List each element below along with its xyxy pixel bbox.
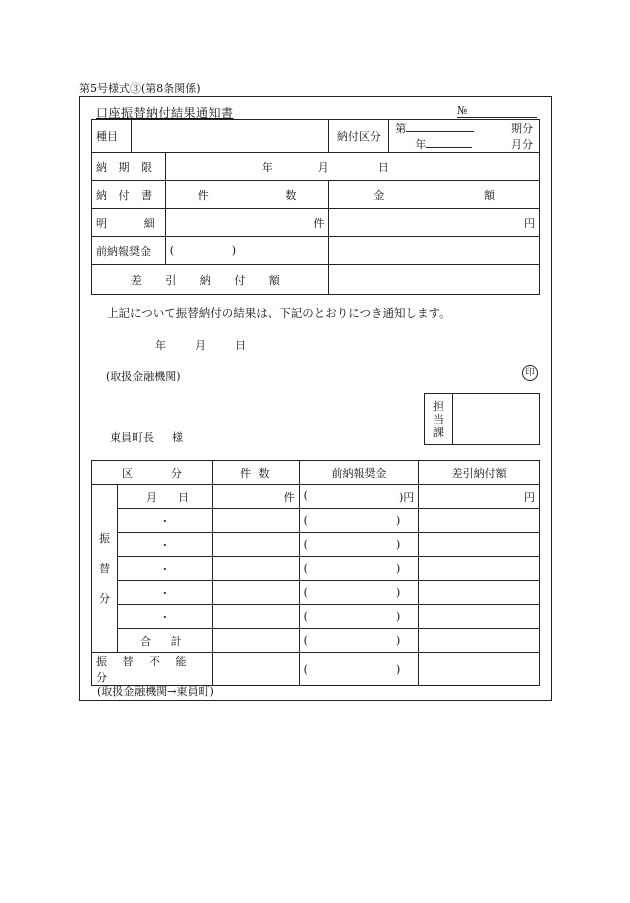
noukigen-year: 年 [261, 160, 273, 174]
meisai-yen-value[interactable]: 円 [329, 209, 540, 237]
notice-date [155, 337, 246, 353]
row-zennou[interactable]: ( ) [299, 509, 419, 533]
row-ken[interactable] [212, 509, 299, 533]
meisai-ken-value[interactable]: 件 [165, 209, 329, 237]
kubun-getsubun: 月分 [511, 138, 533, 151]
row-ken[interactable] [212, 557, 299, 581]
sashihiki-label: 差 引 納 付 額 [92, 265, 329, 295]
funou-zennou[interactable]: ( ) [299, 653, 419, 686]
suu-label: 数 [285, 188, 297, 202]
zennou-close: ) [231, 244, 237, 257]
row-sashihiki[interactable] [419, 509, 540, 533]
zennou-amount[interactable] [329, 237, 540, 265]
notice-month: 月 [195, 339, 206, 352]
goukei-sashihiki[interactable] [419, 629, 540, 653]
meisai-label: 明 細 [92, 209, 166, 237]
header-kensuu: 件 数 [212, 461, 299, 485]
zennou-label: 前納報奨金 [92, 237, 166, 265]
sashihiki-value[interactable] [329, 265, 540, 295]
summary-table [91, 119, 540, 295]
goukei-ken[interactable] [212, 629, 299, 653]
kubun-dai: 第 [395, 122, 407, 135]
noukigen-day: 日 [377, 160, 389, 174]
row-sashihiki[interactable] [419, 533, 540, 557]
notice-text: 上記について振替納付の結果は、下記のとおりにつき通知します。 [107, 306, 451, 320]
seal-icon: 印 [522, 365, 538, 381]
noukigen-label: 納 期 限 [92, 153, 166, 181]
row-ken[interactable] [212, 605, 299, 629]
row-zennou[interactable]: ( ) [299, 581, 419, 605]
row-date[interactable]: ・ [117, 509, 212, 533]
funou-sashihiki[interactable] [419, 653, 540, 686]
gaku-label: 額 [484, 188, 495, 202]
row-sashihiki[interactable] [419, 605, 540, 629]
header-kubun: 区 分 [92, 461, 213, 485]
footer-note: (取扱金融機関→東員町) [97, 685, 214, 698]
shumoku-label: 種目 [92, 120, 132, 153]
mayor-sama: 様 [172, 431, 183, 444]
row-date[interactable]: ・ [117, 605, 212, 629]
row-date[interactable]: ・ [117, 581, 212, 605]
row-sashihiki[interactable] [419, 581, 540, 605]
form-caption: 第5号様式③(第8条関係) [79, 82, 201, 95]
funou-label: 振 替 不 能 分 [92, 653, 213, 686]
kubun-kibun: 期分 [511, 122, 533, 135]
furikae-table [91, 460, 540, 686]
row-ken[interactable]: 件 [212, 485, 299, 509]
header-zennou: 前納報奨金 [299, 461, 419, 485]
tantou-box [424, 393, 540, 445]
noufu-kubun-value[interactable] [389, 120, 540, 153]
kubun-year: 年 [415, 138, 427, 151]
zennou-value[interactable] [165, 237, 329, 265]
tantou-label: 担 当 課 [425, 394, 453, 444]
ken-label: 件 [197, 188, 209, 202]
row-sashihiki[interactable]: 円 [419, 485, 540, 509]
noufu-kubun-label: 納付区分 [329, 120, 389, 153]
furikae-label: 振 替 分 [92, 485, 118, 653]
row-sashihiki[interactable] [419, 557, 540, 581]
mayor-label: 東員町長 [110, 431, 154, 444]
noukigen-value[interactable] [165, 153, 539, 181]
row-date[interactable]: ・ [117, 557, 212, 581]
row-zennou[interactable]: ( )円 [299, 485, 419, 509]
row-date[interactable]: 月 日 [117, 485, 212, 509]
noukigen-month: 月 [317, 160, 329, 174]
row-zennou[interactable]: ( ) [299, 557, 419, 581]
addressee [110, 429, 183, 445]
header-sashihiki: 差引納付額 [419, 461, 540, 485]
row-date[interactable]: ・ [117, 533, 212, 557]
notice-day: 日 [235, 339, 246, 352]
goukei-zennou[interactable]: ( ) [299, 629, 419, 653]
kin-label: 金 [373, 188, 385, 202]
number-field: № [457, 104, 537, 118]
row-zennou[interactable]: ( ) [299, 533, 419, 557]
zennou-open: ( [169, 244, 175, 257]
goukei-label: 合 計 [117, 629, 212, 653]
row-ken[interactable] [212, 581, 299, 605]
kingaku-header [329, 181, 540, 209]
kensuu-header [165, 181, 329, 209]
form-title: 口座振替納付結果通知書 [96, 106, 234, 120]
shumoku-value[interactable] [131, 120, 329, 153]
funou-ken[interactable] [212, 653, 299, 686]
row-zennou[interactable]: ( ) [299, 605, 419, 629]
noufusho-label: 納 付 書 [92, 181, 166, 209]
row-ken[interactable] [212, 533, 299, 557]
institution-label: (取扱金融機関) [106, 370, 181, 383]
notice-year: 年 [155, 339, 166, 352]
